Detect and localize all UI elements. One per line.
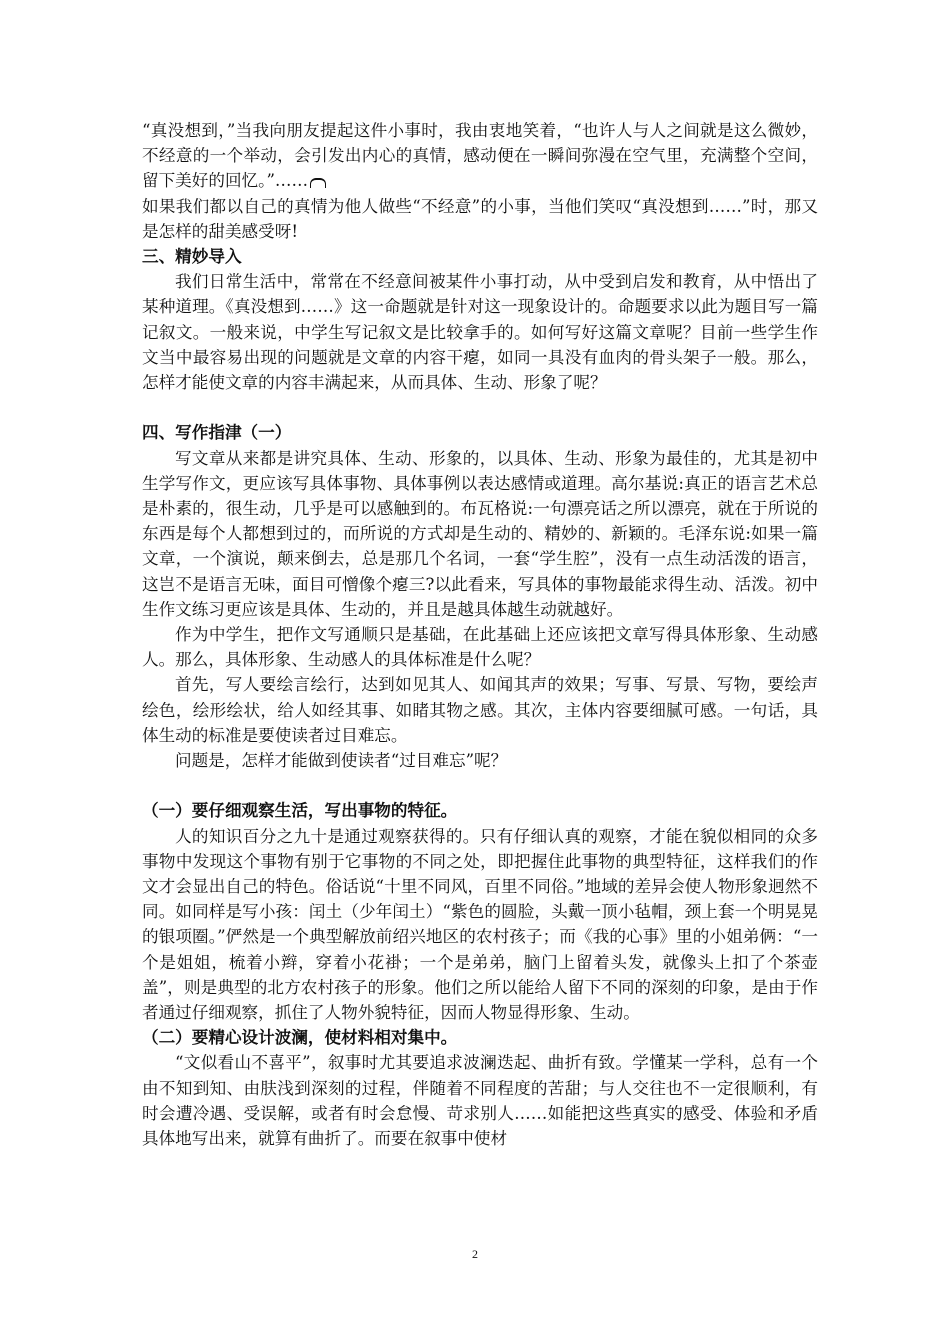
page-number: 2 <box>472 1247 478 1261</box>
blank-line <box>142 395 818 420</box>
paragraph-intro: 我们日常生活中，常常在不经意间被某件小事打动，从中受到启发和教育，从中悟出了某种道理。《真没想到……》这一命题就是针对这一现象设计的。命题要求以此为题目写一篇记叙文。一般来说，中学生写记叙文是比较拿手的。如何写好这篇文章呢？目前一些学生作文当中最容易出现的问题就是文章的内容干瘪，如同一具没有血肉的骨头架子一般。那么，怎样才能使文章的内容丰满起来，从而具体、生动、形象了呢？ <box>142 272 818 393</box>
paragraph-twists: “文似看山不喜平”，叙事时尤其要追求波澜迭起、曲折有致。学懂某一学科，总有一个由不知到知、由肤浅到深刻的过程，伴随着不同程度的苦甜；与人交往也不一定很顺利，有时会遭冷遇、受误解，或者有时会怠慢、苛求别人……如能把这些真实的感受、体验和矛盾具体地写出来，就算有曲折了。而要在叙事中使材 <box>142 1053 818 1149</box>
blank-line <box>142 773 818 798</box>
section-heading-3: 三、精妙导入 <box>142 247 242 267</box>
paragraph-quote-text: “真没想到，”当我向朋友提起这件小事时，我由衷地笑着，“也许人与人之间就是这么微妙，不经意的一个举动，会引发出内心的真情，感动便在一瞬间弥漫在空气里，充满整个空间，留下美好的回忆。”…… <box>142 121 818 191</box>
paragraph-quote <box>142 118 818 194</box>
page-body <box>142 118 818 1151</box>
edit-mark-icon <box>310 178 326 188</box>
section-heading-4: 四、写作指津（一） <box>142 423 292 443</box>
paragraph-observation: 人的知识百分之九十是通过观察获得的。只有仔细认真的观察，才能在貌似相同的众多事物中发现这个事物有别于它事物的不同之处，即把握住此事物的典型特征，这样我们的作文才会显出自己的特色。俗话说“十里不同风，百里不同俗。”地域的差异会使人物形象迥然不同。如同样是写小孩：闰土（少年闰土）“紫色的圆脸，头戴一顶小毡帽，颈上套一个明晃晃的银项圈。”俨然是一个典型解放前绍兴地区的农村孩子；而《我的心事》里的小姐弟俩：“一个是姐姐，梳着小辫，穿着小花褂；一个是弟弟，脑门上留着头发，就像头上扣了个茶壶盖”，则是典型的北方农村孩子的形象。他们之所以能给人留下不同的深刻的印象，是由于作者通过仔细观察，抓住了人物外貌特征，因而人物显得形象、生动。 <box>142 826 818 1023</box>
paragraph-reflection: 如果我们都以自己的真情为他人做些“不经意”的小事，当他们笑叹“真没想到……”时，那又是怎样的甜美感受呀! <box>142 196 818 241</box>
subsection-heading-1: （一）要仔细观察生活，写出事物的特征。 <box>142 801 458 821</box>
paragraph-guidance-2: 作为中学生，把作文写通顺只是基础，在此基础上还应该把文章写得具体形象、生动感人。那么，具体形象、生动感人的具体标准是什么呢？ <box>142 625 818 670</box>
paragraph-guidance-3: 首先，写人要绘言绘行，达到如见其人、如闻其声的效果；写事、写景、写物，要绘声绘色，绘形绘状，给人如经其事、如睹其物之感。其次，主体内容要细腻可感。一句话，具体生动的标准是要使读者过目难忘。 <box>142 675 818 745</box>
paragraph-guidance-4: 问题是，怎样才能做到使读者“过目难忘”呢？ <box>175 751 508 771</box>
paragraph-guidance-1: 写文章从来都是讲究具体、生动、形象的，以具体、生动、形象为最佳的，尤其是初中生学写作文，更应该写具体事物、具体事例以表达感情或道理。高尔基说:真正的语言艺术总是朴素的，很生动，几乎是可以感触到的。布瓦格说:一句漂亮话之所以漂亮，就在于所说的东西是每个人都想到过的，而所说的方式却是生动的、精妙的、新颖的。毛泽东说:如果一篇文章，一个演说，颠来倒去，总是那几个名词，一套“学生腔”，没有一点生动活泼的语言，这岂不是语言无味，面目可憎像个瘪三?以此看来，写具体的事物最能求得生动、活泼。初中生作文练习更应该是具体、生动的，并且是越具体越生动就越好。 <box>142 448 818 619</box>
subsection-heading-2: （二）要精心设计波澜，使材料相对集中。 <box>142 1028 458 1048</box>
